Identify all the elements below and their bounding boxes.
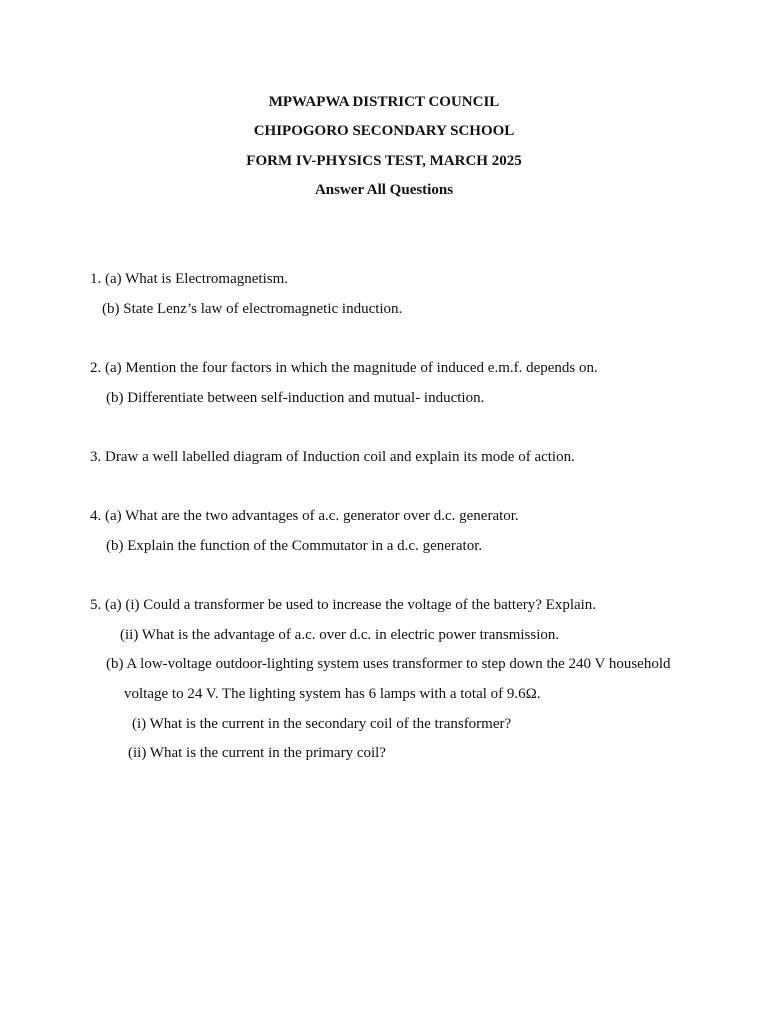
question-1a: 1. (a) What is Electromagnetism.: [90, 271, 288, 287]
council-heading: MPWAPWA DISTRICT COUNCIL: [268, 94, 500, 110]
instruction-heading: Answer All Questions: [314, 182, 454, 198]
question-4a: 4. (a) What are the two advantages of a.c. generator over d.c. generator.: [90, 508, 519, 524]
school-heading: CHIPOGORO SECONDARY SCHOOL: [253, 123, 515, 139]
question-5b-i: (i) What is the current in the secondary coil of the transformer?: [132, 716, 512, 732]
question-5b-line1: (b) A low-voltage outdoor-lighting system uses transformer to step down the 240 V household: [106, 656, 671, 672]
test-title: FORM IV-PHYSICS TEST, MARCH 2025: [246, 153, 522, 169]
question-3: 3. Draw a well labelled diagram of Induction coil and explain its mode of action.: [90, 449, 575, 465]
question-1b: (b) State Lenz’s law of electromagnetic induction.: [102, 301, 403, 317]
question-5a-ii: (ii) What is the advantage of a.c. over d.c. in electric power transmission.: [120, 627, 560, 643]
question-4b: (b) Explain the function of the Commutator in a d.c. generator.: [106, 538, 483, 554]
question-5b-line2: voltage to 24 V. The lighting system has 6 lamps with a total of 9.6Ω.: [124, 686, 541, 702]
question-5b-ii: (ii) What is the current in the primary coil?: [128, 745, 386, 761]
question-5a-i: 5. (a) (i) Could a transformer be used to increase the voltage of the battery? Explain.: [90, 597, 597, 613]
question-2a: 2. (a) Mention the four factors in which the magnitude of induced e.m.f. depends on.: [90, 360, 598, 376]
question-2b: (b) Differentiate between self-induction and mutual- induction.: [106, 390, 485, 406]
